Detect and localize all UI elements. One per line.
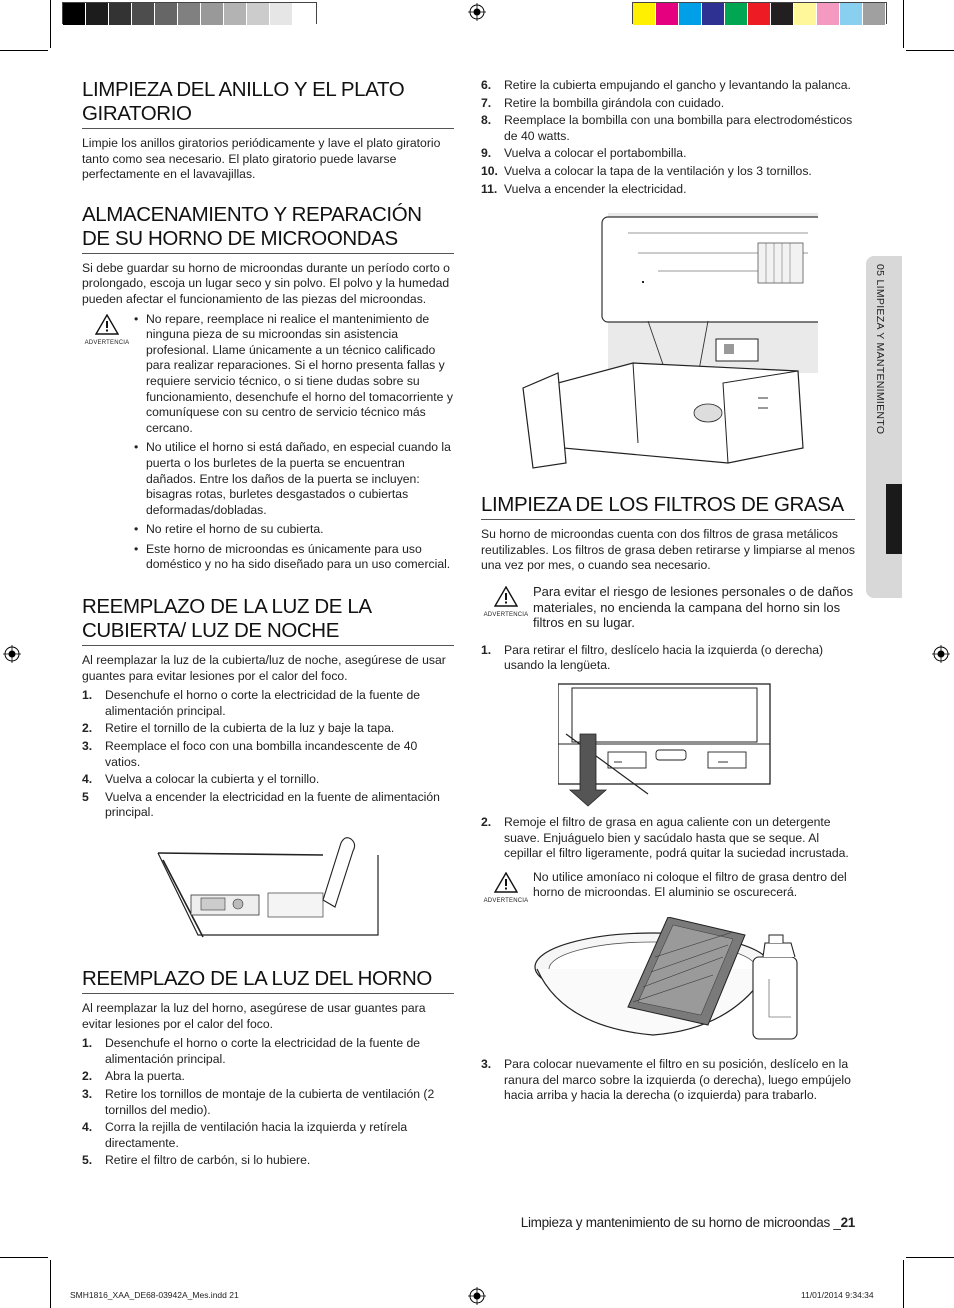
left-column — [82, 78, 454, 1171]
warning-block — [82, 312, 454, 578]
step-text: Remoje el filtro de grasa en agua caliente con un detergente suave. Enjuáguelo bien y sacúdalo hasta que se seque. Al cepillar el filtro ligeramente, podrá quitar la suciedad incrustada. — [504, 814, 849, 861]
step-text: Vuelva a colocar el portabombilla. — [504, 146, 687, 161]
step-text: Retire el tornillo de la cubierta de la luz y baje la tapa. — [105, 721, 395, 736]
step-number: 1. — [481, 642, 492, 657]
step-text: Retire los tornillos de montaje de la cubierta de ventilación (2 tornillos del medio). — [105, 1086, 435, 1117]
slug-date: 11/01/2014 9:34:34 — [801, 1290, 874, 1300]
footer-text: Limpieza y mantenimiento de su horno de microondas _ — [520, 1215, 841, 1230]
list-item: • No utilice el horno si está dañado, en especial cuando la puerta o los burletes de la puerta se encuentran dañados. Entre los daños de la puerta se incluyen: bisagras rotas, burletes desgastados o cubiertas deformadas/dobladas. — [132, 440, 454, 518]
chapter-marker — [886, 484, 902, 554]
registration-mark-icon — [3, 645, 21, 663]
section-night-light — [82, 595, 454, 945]
warning-label: ADVERTENCIA — [84, 339, 130, 346]
step-number: 8. — [481, 113, 492, 128]
page-number: 21 — [840, 1215, 855, 1230]
section-body: Si debe guardar su horno de microondas durante un período corto o prolongado, escoja un lugar seco y sin polvo. El polvo y la humedad pueden afectar el funcionamiento de las piezas del microondas. — [82, 260, 450, 306]
step-text: Reemplace el foco con una bombilla incandescente de 40 vatios. — [105, 739, 418, 769]
crop-mark — [50, 1260, 51, 1308]
warning-block — [481, 584, 855, 631]
step-list-continued — [481, 78, 855, 197]
step-item — [481, 96, 855, 112]
list-item: • Este horno de microondas es únicamente para uso doméstico y no ha sido diseñado para un uso comercial. — [132, 542, 454, 573]
step-item — [481, 182, 855, 198]
step-item — [481, 643, 855, 674]
step-item — [82, 1036, 454, 1067]
step-number: 4. — [82, 772, 93, 787]
step-text: Desenchufe el horno o corte la electricidad de la fuente de alimentación principal. — [105, 688, 421, 718]
crop-mark — [903, 1260, 904, 1308]
warning-bullets — [132, 312, 454, 578]
step-item — [481, 164, 855, 180]
step-item — [82, 1087, 454, 1118]
step-list — [82, 1036, 454, 1169]
warning-text: Para evitar el riesgo de lesiones personales o de daños materiales, no encienda la campana del horno sin los filtros en su lugar. — [533, 583, 854, 631]
warning-badge — [82, 312, 132, 578]
crop-mark — [906, 1257, 954, 1258]
step-text: Para colocar nuevamente el filtro en su posición, deslícelo en la ranura del marco sobre la izquierda (o derecha), luego empújelo hacia arriba y hacia la derecha (o izquierda) para trabarlo. — [504, 1057, 851, 1103]
step-list — [481, 643, 855, 674]
step-item — [82, 1069, 454, 1085]
warning-triangle-icon — [494, 586, 518, 607]
section-body: Su horno de microondas cuenta con dos filtros de grasa metálicos reutilizables. Los filtros de grasa deben retirarse y limpiarse al menos una vez por mes, o cuando sea necesario. — [481, 527, 855, 573]
step-text: Vuelva a colocar la tapa de la ventilación y los 3 tornillos. — [504, 163, 812, 178]
step-number: 5. — [82, 1153, 93, 1168]
section-title: LIMPIEZA DE LOS FILTROS DE GRASA — [481, 493, 855, 520]
crop-mark — [906, 50, 954, 51]
chapter-label: 05 LIMPIEZA Y MANTENIMIENTO — [874, 264, 886, 435]
registration-mark-icon — [932, 645, 950, 663]
section-grease-filters — [481, 493, 855, 1104]
section-title: LIMPIEZA DEL ANILLO Y EL PLATO GIRATORIO — [82, 78, 454, 129]
step-item — [481, 113, 855, 144]
step-number: 3. — [82, 739, 93, 754]
filter-soaking-illustration — [533, 917, 803, 1047]
step-number: 11. — [481, 181, 498, 196]
step-number: 1. — [82, 1036, 93, 1051]
step-number: 3. — [82, 1086, 93, 1101]
step-number: 10. — [481, 163, 498, 178]
step-number: 1. — [82, 688, 93, 703]
step-item — [82, 721, 454, 737]
night-light-cover-illustration — [153, 835, 383, 945]
section-turntable-cleaning — [82, 78, 454, 183]
gray-calibration-bar — [62, 2, 317, 24]
warning-triangle-icon — [95, 314, 119, 335]
registration-mark-icon — [468, 1287, 486, 1305]
section-title: REEMPLAZO DE LA LUZ DEL HORNO — [82, 967, 454, 994]
step-text: Vuelva a colocar la cubierta y el tornillo. — [105, 772, 320, 787]
warning-block — [481, 870, 855, 910]
step-text: Retire el filtro de carbón, si lo hubiere. — [105, 1153, 311, 1168]
step-item — [82, 1120, 454, 1151]
crop-mark — [0, 50, 48, 51]
step-number: 3. — [481, 1057, 492, 1072]
list-item: • No repare, reemplace ni realice el mantenimiento de ninguna pieza de su microondas sin asistencia profesional. Llame únicamente a un técnico calificado para realizar reparaciones. Si el horno presenta fallas y requiere servicio técnico, o si tiene dudas sobre su funcionamiento, desenchufe el horno del tomacorriente y comuníquese con su centro de servicio técnico más cercano. — [132, 312, 454, 437]
step-item — [82, 772, 454, 788]
section-body: Al reemplazar la luz del horno, asegúrese de usar guantes para evitar lesiones por el calor del foco. — [82, 1001, 426, 1031]
step-text: Retire la bombilla girándola con cuidado. — [504, 95, 725, 110]
warning-text: No utilice amoníaco ni coloque el filtro de grasa dentro del horno de microondas. El aluminio se oscurecerá. — [533, 869, 847, 900]
step-number: 2. — [82, 721, 93, 736]
color-calibration-bar — [632, 2, 887, 24]
step-number: 6. — [481, 78, 492, 92]
section-body: Al reemplazar la luz de la cubierta/luz de noche, asegúrese de usar guantes para evitar lesiones por el calor del foco. — [82, 653, 446, 683]
page-footer — [481, 1215, 855, 1230]
warning-label: ADVERTENCIA — [483, 611, 529, 618]
step-item — [82, 739, 454, 770]
step-list — [481, 815, 855, 862]
step-number: 4. — [82, 1120, 93, 1135]
step-text: Abra la puerta. — [105, 1069, 185, 1084]
section-body: Limpie los anillos giratorios periódicamente y lave el plato giratorio tanto como sea necesario. El plato giratorio puede lavarse perfectamente en el lavavajillas. — [82, 136, 441, 182]
registration-mark-icon — [468, 3, 486, 21]
step-number: 5 — [82, 789, 89, 804]
section-oven-light — [82, 967, 454, 1169]
step-number: 9. — [481, 146, 492, 161]
step-item — [481, 146, 855, 162]
oven-light-replacement-illustration — [518, 213, 818, 473]
filter-removal-illustration — [558, 682, 778, 807]
step-item — [481, 78, 855, 94]
step-item — [481, 815, 855, 862]
warning-label: ADVERTENCIA — [483, 897, 529, 904]
step-item — [82, 790, 454, 821]
step-text: Vuelva a encender la electricidad. — [504, 181, 687, 196]
step-list — [481, 1057, 855, 1104]
section-title: ALMACENAMIENTO Y REPARACIÓN DE SU HORNO DE MICROONDAS — [82, 203, 454, 254]
step-number: 2. — [82, 1069, 93, 1084]
step-number: 2. — [481, 814, 492, 829]
step-list — [82, 688, 454, 821]
list-item: • No retire el horno de su cubierta. — [132, 522, 454, 538]
crop-mark — [0, 1257, 48, 1258]
step-text: Reemplace la bombilla con una bombilla para electrodomésticos de 40 watts. — [504, 113, 853, 143]
step-text: Desenchufe el horno o corte la electricidad de la fuente de alimentación principal. — [105, 1036, 421, 1066]
section-storage-repair — [82, 203, 454, 577]
right-column — [481, 78, 855, 1106]
step-item — [82, 688, 454, 719]
step-text: Corra la rejilla de ventilación hacia la izquierda y retírela directamente. — [105, 1120, 408, 1150]
slug-filename: SMH1816_XAA_DE68-03942A_Mes.indd 21 — [70, 1290, 239, 1300]
chapter-side-tab — [866, 256, 902, 598]
step-text: Retire la cubierta empujando el gancho y levantando la palanca. — [504, 78, 851, 92]
crop-mark — [903, 0, 904, 48]
step-text: Vuelva a encender la electricidad en la fuente de alimentación principal. — [105, 789, 440, 820]
warning-badge — [481, 584, 531, 631]
step-number: 7. — [481, 95, 492, 110]
warning-triangle-icon — [494, 872, 518, 893]
section-title: REEMPLAZO DE LA LUZ DE LA CUBIERTA/ LUZ DE NOCHE — [82, 595, 454, 646]
step-item — [82, 1153, 454, 1169]
crop-mark — [50, 0, 51, 48]
step-item — [481, 1057, 855, 1104]
warning-badge — [481, 870, 531, 910]
step-text: Para retirar el filtro, deslícelo hacia la izquierda (o derecha) usando la lengüeta. — [504, 642, 824, 673]
